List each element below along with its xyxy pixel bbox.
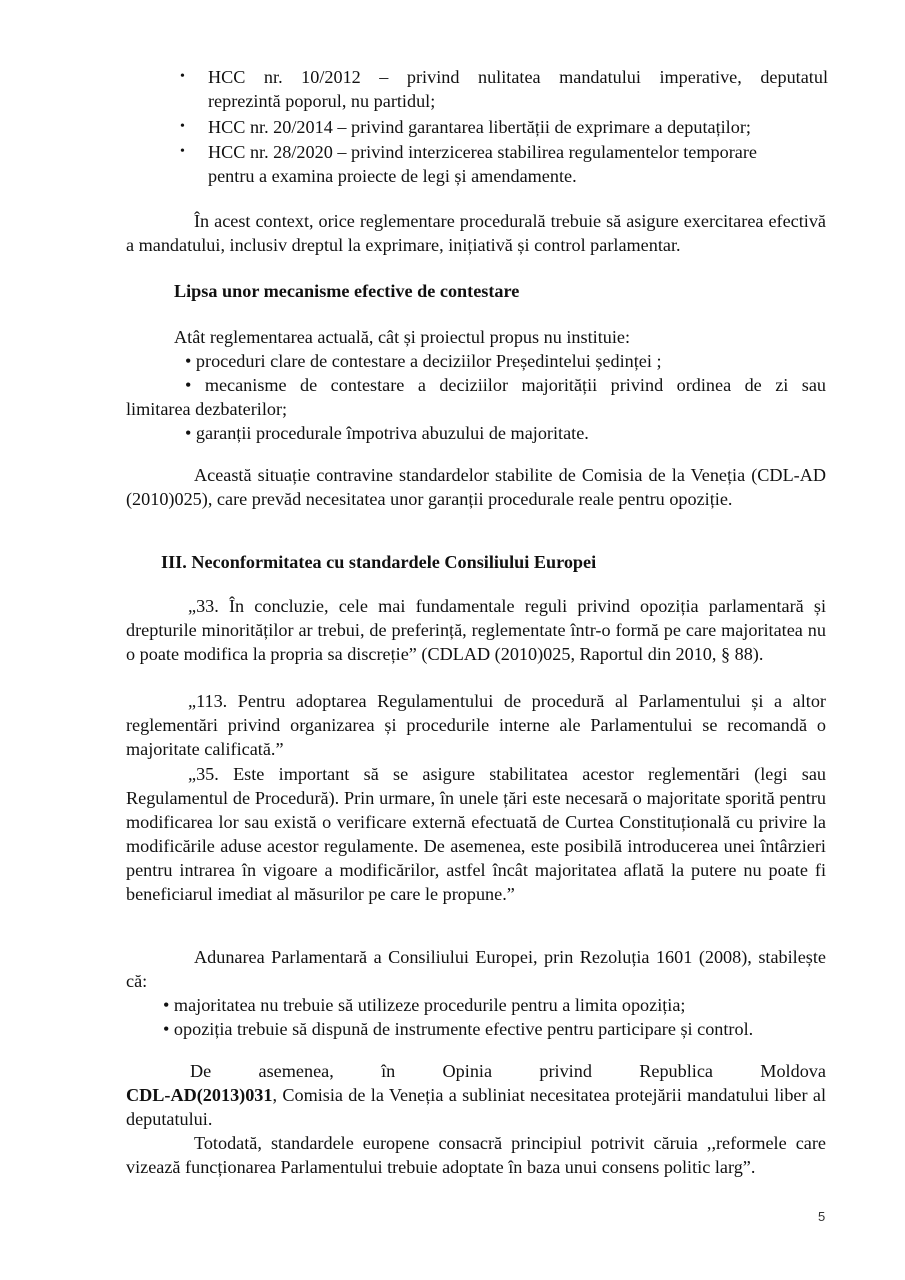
hcc-item-text: pentru a examina proiecte de legi și amendamente. [208, 166, 577, 186]
quote-paragraph: „35. Este important să se asigure stabilitatea acestor reglementări (legi sau Regulamentul de Procedură). Prin urmare, în unele țări este necesară o majoritate sporită pentru modificarea lor sau există o verificare externă efectuată de Curtea Constituțională cu privire la modificările aduse acestor regulamente. De asemenea, este posibilă introducerea unei întârzieri pentru intrarea în vigoare a modificărilor, astfel încât majoritatea aflată la putere nu poate fi beneficiarul imediat al măsurilor pe care le propune.” [126, 764, 826, 904]
hcc-item-text: HCC nr. 20/2014 – privind garantarea libertății de exprimare a deputaților; [208, 117, 751, 137]
section-intro: Atât reglementarea actuală, cât și proiectul propus nu instituie: [174, 327, 631, 347]
bullet-icon: • [185, 375, 192, 395]
bullet-icon: • [185, 423, 192, 443]
hcc-item-text: reprezintă poporul, nu partidul; [208, 91, 436, 111]
context-paragraph [126, 209, 826, 257]
hcc-item-text: HCC nr. 10/2012 – privind nulitatea mandatului imperative, deputatul [208, 67, 828, 87]
quote-paragraph: „113. Pentru adoptarea Regulamentului de procedură al Parlamentului și a altor reglementări privind organizarea și procedurile interne ale Parlamentului se recomandă o majoritate calificată.” [126, 691, 826, 759]
bullet-icon: • [185, 351, 192, 371]
consensus-paragraph: Totodată, standardele europene consacră principiul potrivit căruia ,,reformele care vizează funcționarea Parlamentului trebuie adoptate în baza unui consens politic larg”. [126, 1133, 826, 1177]
bullet-icon: • [163, 995, 170, 1015]
hcc-list-item [180, 115, 828, 139]
bullet-icon: • [180, 69, 185, 84]
hcc-list-item [180, 65, 828, 113]
section-heading: III. Neconformitatea cu standardele Consiliului Europei [161, 552, 597, 572]
hcc-item-text: HCC nr. 28/2020 – privind interzicerea stabilirea regulamentelor temporare [208, 142, 757, 162]
bullet-icon: • [180, 144, 185, 159]
list-item: • proceduri clare de contestare a deciziilor Președintelui ședinței ; [185, 351, 662, 371]
paragraph-text: În acest context, orice reglementare procedurală trebuie să asigure exercitarea efectivă a mandatului, inclusiv dreptul la exprimare, inițiativă și control parlamentar. [126, 211, 826, 255]
opinion-paragraph: De asemenea, în Opinia privind Republica Moldova CDL-AD(2013)031, Comisia de la Veneția a subliniat necesitatea protejării mandatului liber al deputatului. [126, 1061, 826, 1129]
page-number: 5 [818, 1209, 826, 1224]
bullet-icon: • [180, 119, 185, 134]
bullet-icon: • [163, 1019, 170, 1039]
list-item: • opoziția trebuie să dispună de instrumente efective pentru participare și control. [163, 1019, 754, 1039]
list-item: • majoritatea nu trebuie să utilizeze procedurile pentru a limita opoziția; [163, 995, 686, 1015]
conclusion-paragraph: Această situație contravine standardelor stabilite de Comisia de la Veneția (CDL-AD (2010)025), care prevăd necesitatea unor garanții procedurale reale pentru opoziție. [126, 465, 826, 509]
list-item: • mecanisme de contestare a deciziilor majorității privind ordinea de zi sau [185, 375, 826, 395]
list-item: • garanții procedurale împotriva abuzului de majoritate. [185, 423, 589, 443]
opinion-reference: CDL-AD(2013)031 [126, 1085, 273, 1105]
hcc-list-item [180, 140, 828, 188]
section-heading: Lipsa unor mecanisme efective de contestare [174, 281, 520, 301]
list-item-continuation: limitarea dezbaterilor; [126, 399, 288, 419]
quote-paragraph: „33. În concluzie, cele mai fundamentale reguli privind opoziția parlamentară și drepturile minorităților ar trebui, de preferință, reglementate într-o formă pe care majoritatea nu o poate modifica la propria sa discreție” (CDLAD (2010)025, Raportul din 2010, § 88). [126, 596, 826, 664]
pace-paragraph: Adunarea Parlamentară a Consiliului Europei, prin Rezoluția 1601 (2008), stabilește că: [126, 947, 826, 991]
